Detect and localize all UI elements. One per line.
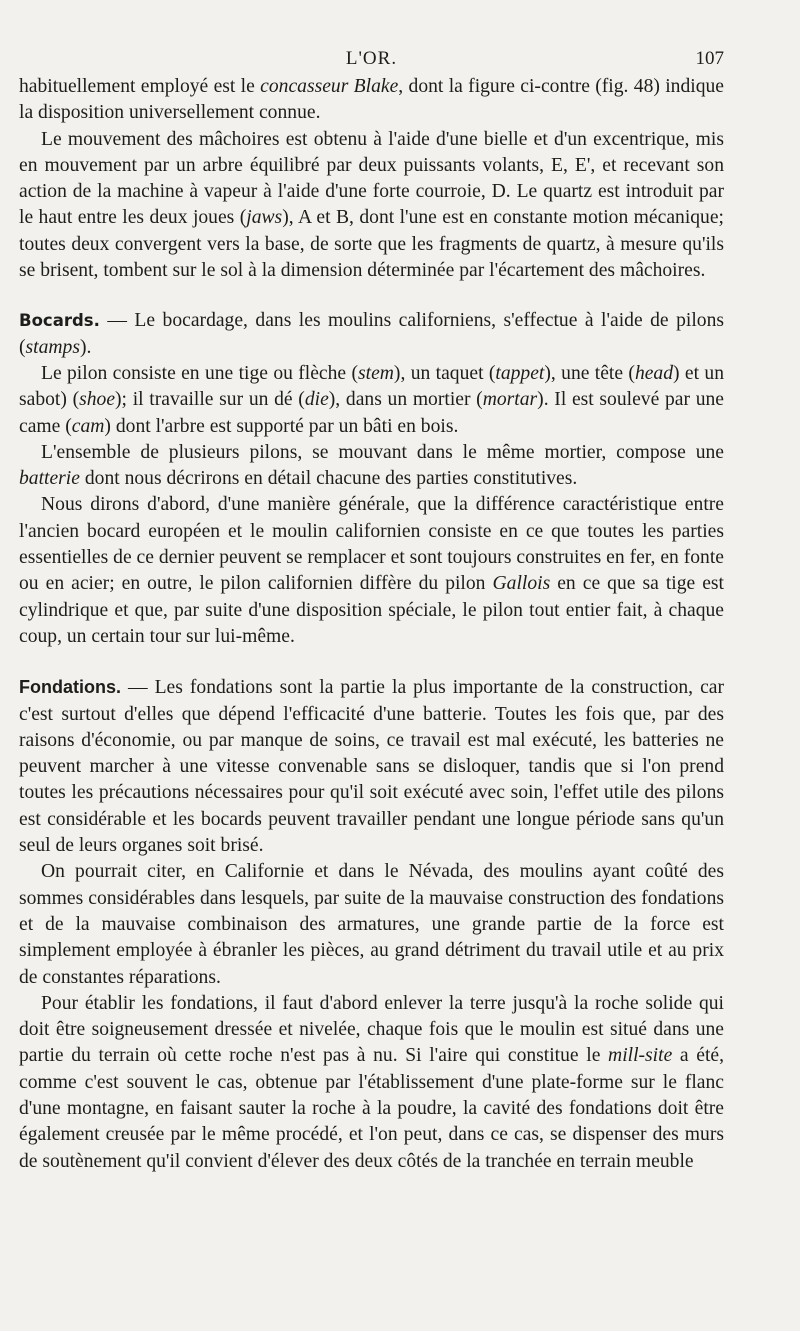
italic-term: die xyxy=(304,389,329,411)
text-run: — Les fondations sont la partie la plus importante de la construction, car c'est surtout d'elles que dépend l'efficacité d'une batterie. Toutes les fois que, par des raisons d'économie, ou par manque de soins, ce travail est mal exécuté, les batteries ne peuvent marcher à une vitesse convenable sans se disloquer, tandis que si l'on prend toutes les précautions nécessaires pour qu'il soit exécuté avec soin, l'effet utile des pilons est considérable et les bocards peuvent travailler pendant une longue période sans qu'un seul de leurs organes soit brisé. xyxy=(19,677,724,857)
italic-term: stamps xyxy=(25,336,80,358)
italic-term: stem xyxy=(358,362,394,384)
paragraph xyxy=(19,859,724,990)
running-head xyxy=(19,44,724,74)
text-run: ), dans un mortier ( xyxy=(328,389,483,411)
italic-term: cam xyxy=(71,415,105,437)
text-run: ), un taquet ( xyxy=(393,362,496,384)
italic-term: tappet xyxy=(495,362,545,384)
italic-term: Gallois xyxy=(492,573,551,595)
text-run: On pourrait citer, en Californie et dans le Névada, des moulins ayant coûté des sommes considérables dans lesquels, par suite de la mauvaise construction des fondations et de la mauvaise combinaison des armatures, une grande partie de la force est simplement employée à ébranler les pièces, au grand détriment du travail utile et au prix de constantes réparations. xyxy=(19,861,724,988)
section-heading: Fondations. xyxy=(19,677,121,698)
italic-term: jaws xyxy=(246,207,283,229)
text-run: ) et un sabot) ( xyxy=(19,362,724,411)
text-run: Le mouvement des mâchoires est obtenu à l'aide d'une bielle et d'un excentrique, mis en mouvement par un arbre équilibré par deux puissants volants, E, E', et recevant son action de la machine à vapeur à l'aide d'une forte courroie, D. Le quartz est introduit par le haut entre les deux joues ( xyxy=(19,128,724,229)
italic-term: concasseur Blake xyxy=(260,76,399,97)
text-run: habituellement employé est le xyxy=(19,76,261,97)
italic-term: head xyxy=(634,362,674,384)
paragraph xyxy=(19,74,724,127)
text-run: ), une tête ( xyxy=(544,362,635,384)
text-run: ) dont l'arbre est supporté par un bâti en bois. xyxy=(104,415,459,437)
paragraph xyxy=(19,492,724,650)
paragraph xyxy=(19,308,724,361)
italic-term: mortar xyxy=(482,389,538,411)
text-run: Nous dirons d'abord, d'une manière générale, que la différence caractéristique entre l'ancien bocard européen et le moulin californien consiste en ce que toutes les parties essentielles de ce dernier peuvent se remplacer et sont toujours construites en fer, en fonte ou en acier; en outre, le pilon californien diffère du pilon xyxy=(19,494,724,595)
paragraph xyxy=(19,127,724,285)
text-run: Le pilon consiste en une tige ou flèche ( xyxy=(41,362,358,384)
italic-term: mill-site xyxy=(608,1045,673,1067)
text-run: — Le bocardage, dans les moulins californiens, s'effectue à l'aide de pilons ( xyxy=(19,310,724,358)
paragraph xyxy=(19,361,724,440)
text-run: Pour établir les fondations, il faut d'abord enlever la terre jusqu'à la roche solide qui doit être soigneusement dressée et nivelée, chaque fois que le moulin est situé dans une partie du terrain où cette roche n'est pas à nu. Si l'aire qui constitue le xyxy=(19,992,724,1067)
paragraph xyxy=(19,674,724,859)
text-run: ). Il est soulevé par une came ( xyxy=(19,389,724,437)
page-number: 107 xyxy=(695,48,724,69)
text-run: , dont la figure ci-contre (fig. 48) indique la disposition universellement connue. xyxy=(19,76,725,124)
text-run: dont nous décrirons en détail chacune des parties constitutives. xyxy=(79,468,578,490)
text-run: L'ensemble de plusieurs pilons, se mouvant dans le même mortier, compose une xyxy=(41,441,724,463)
paragraph xyxy=(19,991,724,1175)
text-run: ), A et B, dont l'une est en constante motion mécanique; toutes deux convergent vers la base, de sorte que les fragments de quartz, à mesure qu'ils se brisent, tombent sur le sol à la dimension déterminée par l'écartement des mâchoires. xyxy=(19,207,724,282)
paragraph xyxy=(19,440,724,493)
text-run: ). xyxy=(79,336,92,358)
italic-term: shoe xyxy=(79,389,116,411)
section-heading: Bocards. xyxy=(19,311,100,331)
text-run: a été, comme c'est souvent le cas, obtenue par l'établissement d'une plate-forme sur le flanc d'une montagne, en faisant sauter la roche à la poudre, la cavité des fondations doit être également creusée par le même procédé, et l'on peut, dans ce cas, se dispenser des murs de soutènement qu'il convient d'élever des deux côtés de la tranchée en terrain meuble xyxy=(19,1045,724,1172)
body-text xyxy=(19,74,724,1175)
running-title: L'OR. xyxy=(345,48,398,69)
text-run: en ce que sa tige est cylindrique et que, par suite d'une disposition spéciale, le pilon tout entier fait, à chaque coup, un certain tour sur lui-même. xyxy=(19,573,724,647)
italic-term: batterie xyxy=(19,468,80,490)
text-run: ); il travaille sur un dé ( xyxy=(115,389,305,411)
